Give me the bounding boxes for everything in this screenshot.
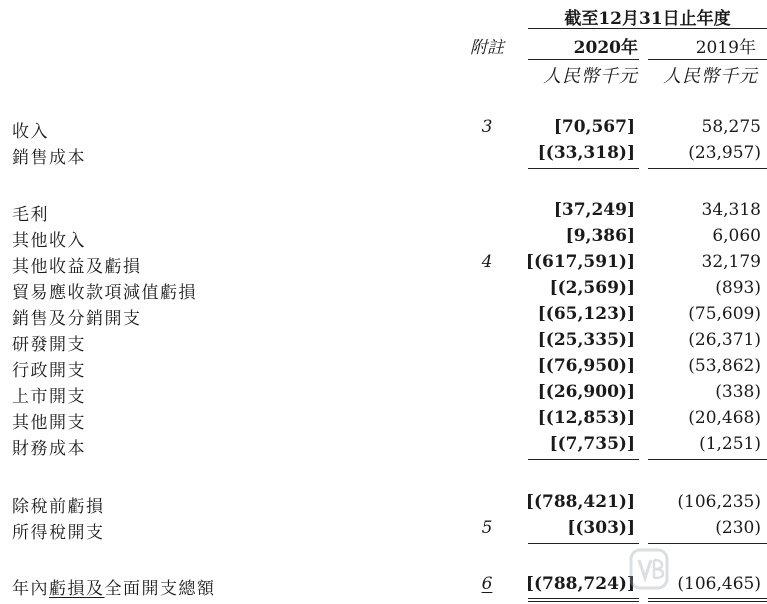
row-value-prior: 6,060 — [712, 226, 761, 246]
row-value-current: [(26,900)] — [537, 382, 635, 402]
unit-prior-heading: 人民幣千元 — [663, 66, 758, 87]
row-value-current: [(303)] — [567, 518, 635, 538]
row-label: 毛利 — [12, 205, 49, 225]
statement-row-finance-costs — [0, 434, 767, 460]
row-label: 其他收益及虧損 — [12, 257, 142, 277]
statement-row-admin-expenses — [0, 356, 767, 382]
total-double-line-prior-top — [648, 598, 767, 599]
year-current-underline — [528, 59, 639, 60]
row-value-current: [(617,591)] — [525, 252, 635, 272]
row-value-prior: (230) — [715, 518, 761, 538]
subtotal-line-prior — [648, 543, 767, 544]
year-prior-underline — [648, 59, 767, 60]
row-value-prior: (20,468) — [688, 408, 761, 428]
statement-row-other-expenses — [0, 408, 767, 434]
row-value-prior: (106,465) — [677, 574, 761, 594]
row-value-prior: (893) — [715, 278, 761, 298]
statement-row-listing-expenses — [0, 382, 767, 408]
statement-row-selling-expenses — [0, 304, 767, 330]
row-value-prior: (106,235) — [677, 492, 761, 512]
row-label: 銷售及分銷開支 — [12, 309, 142, 329]
row-value-current: [(65,123)] — [537, 304, 635, 324]
row-label: 銷售成本 — [12, 148, 86, 168]
row-value-prior: 32,179 — [701, 252, 761, 272]
total-double-line-prior-bottom — [648, 601, 767, 602]
subtotal-line-current — [528, 168, 639, 169]
row-label: 財務成本 — [12, 439, 86, 459]
row-value-prior: (26,371) — [688, 330, 761, 350]
row-note: 4 — [481, 252, 493, 272]
row-value-current: [(33,318)] — [537, 143, 635, 163]
watermark — [629, 546, 759, 596]
statement-row-other-income — [0, 226, 767, 252]
row-value-prior: (338) — [715, 382, 761, 402]
row-label: 上市開支 — [12, 387, 86, 407]
period-heading: 截至12月31日止年度 — [564, 9, 731, 29]
unit-current-heading: 人民幣千元 — [543, 66, 638, 87]
row-value-current: [(7,735)] — [549, 434, 635, 454]
subtotal-line-prior — [648, 168, 767, 169]
statement-row-cost-of-sales — [0, 143, 767, 169]
row-value-prior: 58,275 — [701, 117, 761, 137]
row-value-prior: (75,609) — [688, 304, 761, 324]
row-value-current: [70,567] — [553, 117, 635, 137]
row-note: 3 — [481, 117, 493, 137]
total-double-line-current-bottom — [528, 601, 639, 602]
row-note: 6 — [481, 574, 493, 594]
row-label: 所得稅開支 — [12, 523, 105, 543]
row-label: 收入 — [12, 122, 49, 142]
statement-row-rnd-expenses — [0, 330, 767, 356]
row-value-prior: (23,957) — [688, 143, 761, 163]
note-column-heading: 附註 — [470, 38, 504, 58]
row-value-current: [(2,569)] — [549, 278, 635, 298]
statement-row-loss-before-tax — [0, 492, 767, 518]
row-value-current: [9,386] — [565, 226, 635, 246]
row-label-underlined: 虧損及 — [49, 579, 105, 599]
statement-row-income-tax — [0, 518, 767, 544]
row-label: 研發開支 — [12, 335, 86, 355]
row-value-current: [(788,421)] — [525, 492, 635, 512]
vb-logo-icon — [629, 546, 759, 592]
subtotal-line-prior — [648, 459, 767, 460]
row-value-current: [37,249] — [553, 200, 635, 220]
row-value-prior: 34,318 — [701, 200, 761, 220]
row-value-current: [(12,853)] — [537, 408, 635, 428]
period-underline — [528, 28, 767, 29]
subtotal-line-current — [528, 459, 639, 460]
subtotal-line-current — [528, 543, 639, 544]
total-double-line-current-top — [528, 598, 639, 599]
row-label: 除稅前虧損 — [12, 497, 105, 517]
row-label: 其他開支 — [12, 413, 86, 433]
statement-row-other-gains-losses — [0, 252, 767, 278]
year-current-heading: 2020年 — [573, 38, 638, 58]
row-label — [12, 574, 216, 599]
row-value-prior: (53,862) — [688, 356, 761, 376]
statement-row-gross-profit — [0, 200, 767, 226]
row-label-suffix: 全面開支總額 — [104, 579, 216, 599]
row-label-prefix: 年內 — [12, 579, 49, 599]
year-prior-heading: 2019年 — [695, 38, 756, 58]
row-value-current: [(788,724)] — [525, 574, 635, 594]
statement-row-impairment — [0, 278, 767, 304]
row-value-current: [(76,950)] — [537, 356, 635, 376]
row-label: 其他收入 — [12, 231, 86, 251]
row-label: 貿易應收款項減值虧損 — [12, 283, 197, 303]
row-label: 行政開支 — [12, 361, 86, 381]
row-value-prior: (1,251) — [699, 434, 761, 454]
row-note: 5 — [481, 518, 493, 538]
statement-row-revenue — [0, 117, 767, 143]
row-value-current: [(25,335)] — [537, 330, 635, 350]
